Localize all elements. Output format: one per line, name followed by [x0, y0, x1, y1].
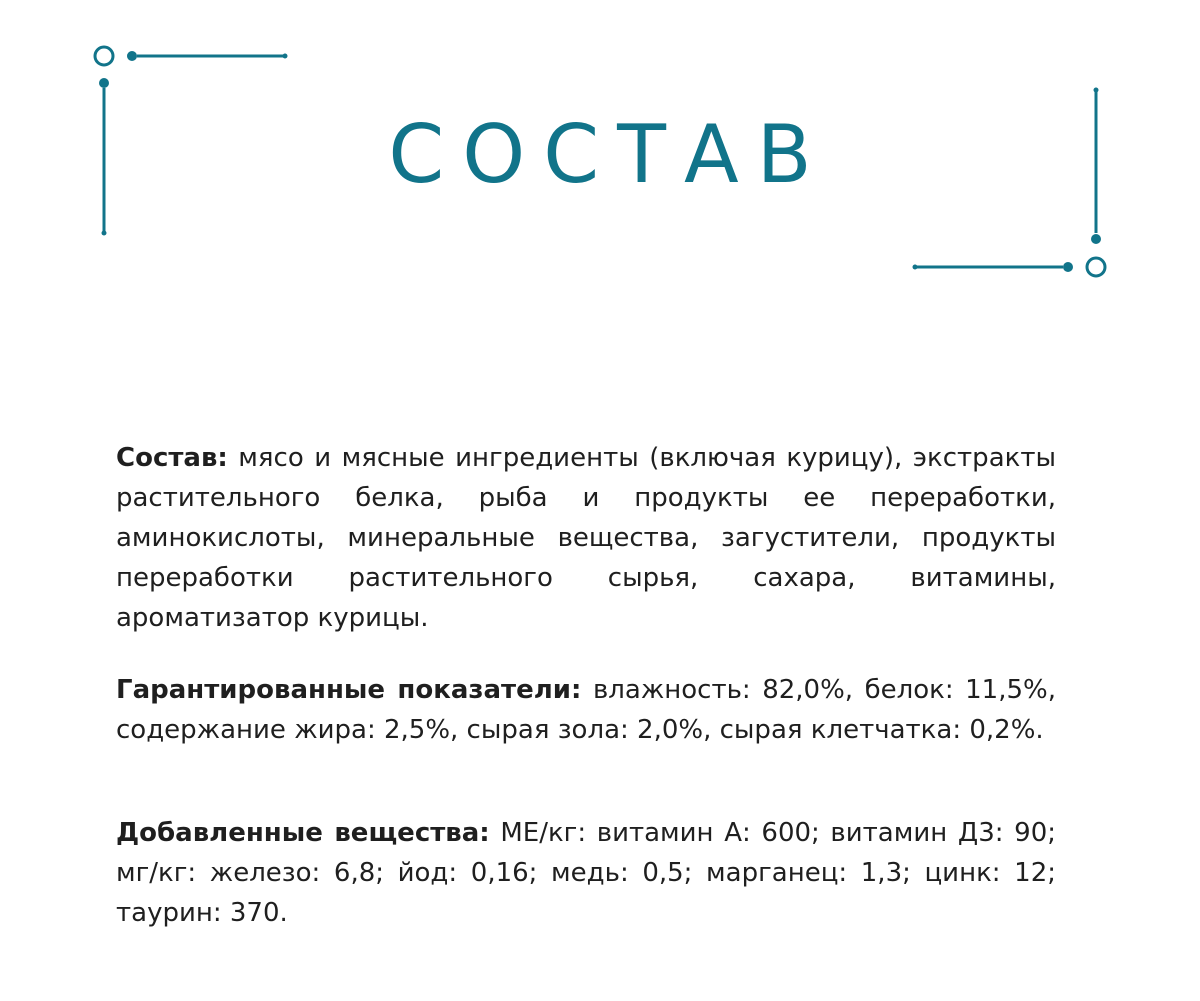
top-left-vertical-dot-icon [99, 78, 109, 88]
bottom-right-vertical-dot-icon [1091, 234, 1101, 244]
guaranteed-values-paragraph [116, 670, 1056, 750]
top-left-dot-icon [127, 51, 137, 61]
additives-text: МЕ/кг: витамин А: 600; витамин Д3: 90; мг/кг: железо: 6,8; йод: 0,16; медь: 0,5; марганец: 1,3; цинк: 12; таурин: 370. [116, 818, 1057, 928]
bottom-right-dot-icon [1063, 262, 1073, 272]
bottom-right-ring-icon [1087, 258, 1105, 276]
composition-label: Состав: [116, 443, 228, 473]
additives-paragraph [116, 813, 1056, 933]
top-left-line-end-dot [283, 54, 288, 59]
top-left-vertical-end-dot [102, 231, 107, 236]
additives-label: Добавленные вещества: [116, 818, 490, 848]
composition-text: мясо и мясные ингредиенты (включая курицу), экстракты растительного белка, рыба и продукты ее переработки, аминокислоты, минеральные вещества, загустители, продукты переработки растительного сырья, сахара, витамины, ароматизатор курицы. [116, 443, 1056, 633]
top-left-ring-icon [95, 47, 113, 65]
guaranteed-values-text: влажность: 82,0%, белок: 11,5%, содержание жира: 2,5%, сырая зола: 2,0%, сырая клетчатка: 0,2%. [116, 675, 1056, 745]
composition-paragraph [116, 438, 1056, 638]
bottom-right-line-start-dot [913, 265, 918, 270]
page-title: СОСТАВ [388, 108, 830, 201]
guaranteed-values-label: Гарантированные показатели: [116, 675, 582, 705]
